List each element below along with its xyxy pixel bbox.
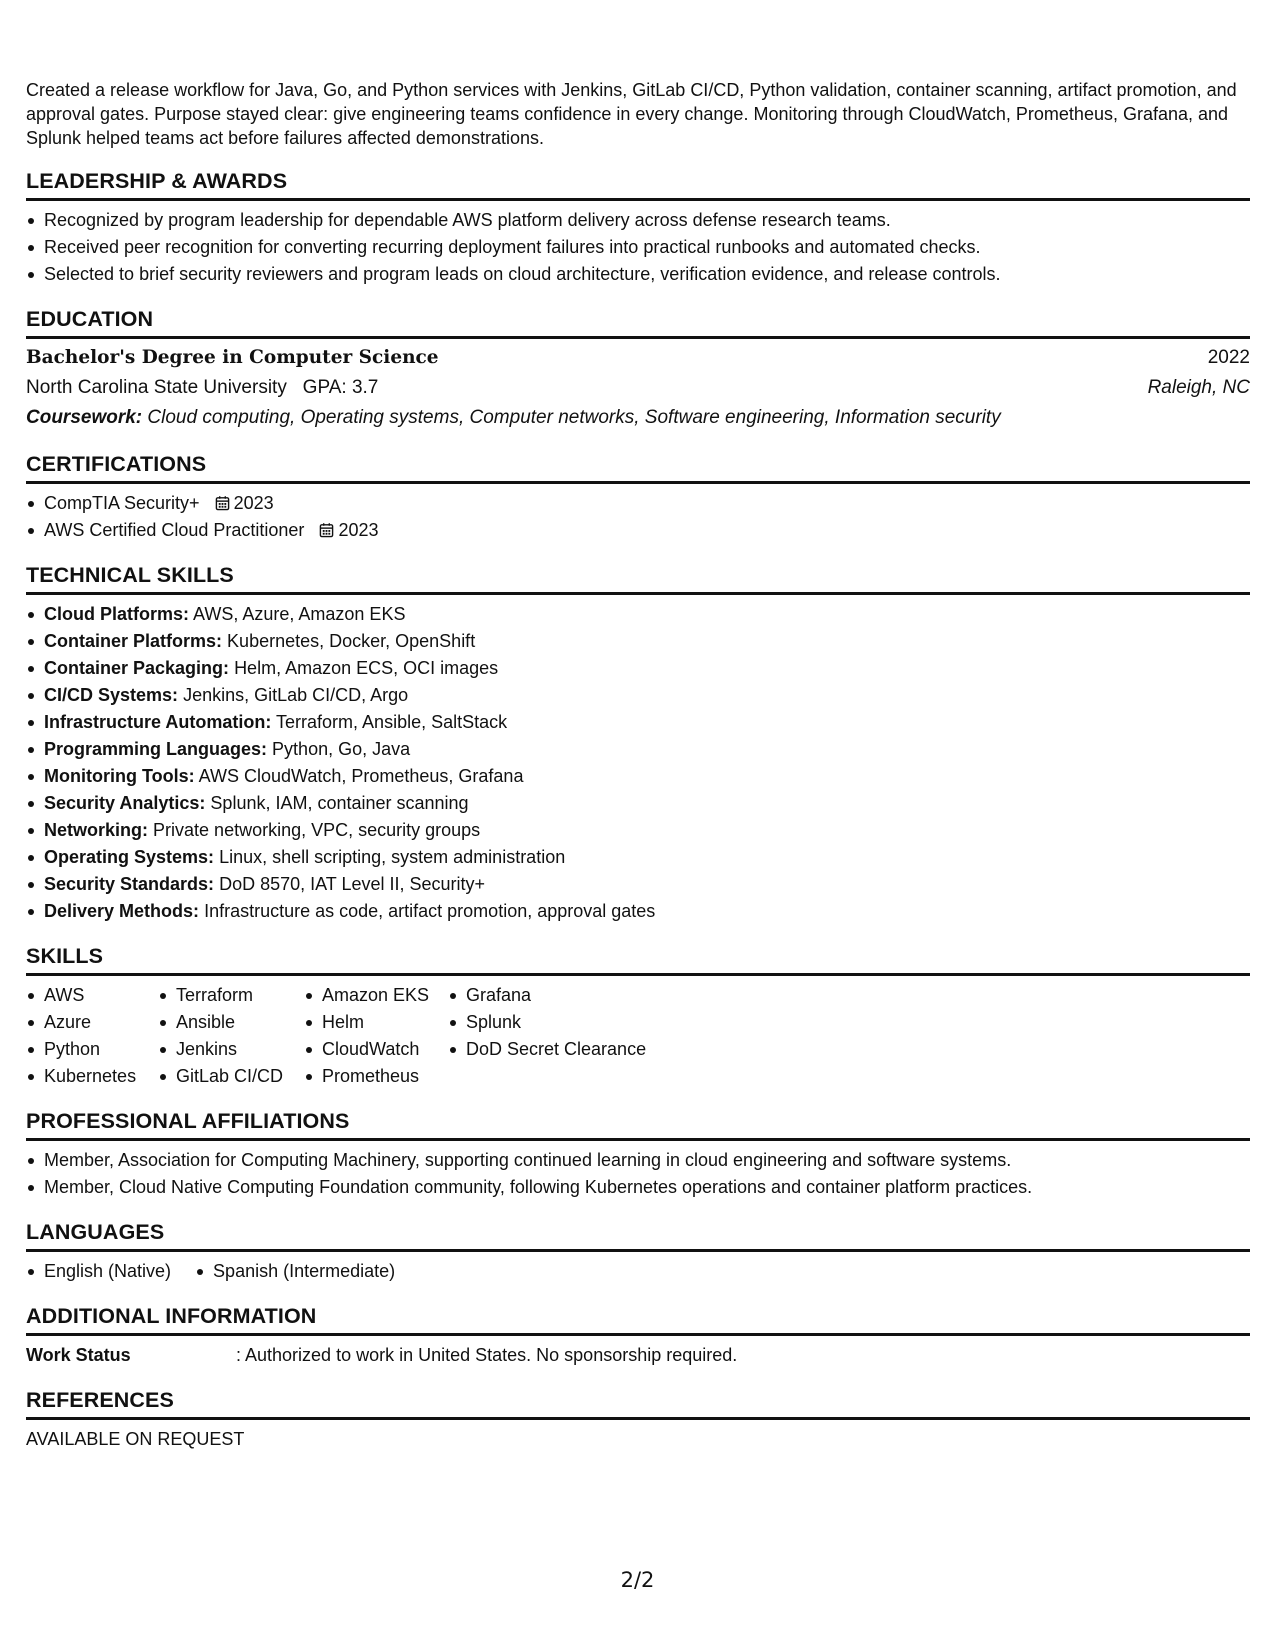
technical-skills-list	[26, 601, 1250, 925]
section-title-education: EDUCATION	[26, 306, 1250, 339]
list-item	[44, 655, 1250, 682]
skill-value: Helm, Amazon ECS, OCI images	[234, 658, 499, 678]
work-status-value: : Authorized to work in United States. No sponsorship required.	[236, 1345, 738, 1365]
affiliations-section	[26, 1108, 1250, 1201]
skill-value: DoD 8570, IAT Level II, Security+	[219, 874, 486, 894]
page-number: 2/2	[620, 1568, 655, 1592]
cert-name: AWS Certified Cloud Practitioner	[44, 520, 305, 540]
list-item	[44, 763, 1250, 790]
cert-year: 2023	[338, 520, 379, 540]
education-school: North Carolina State University	[26, 377, 287, 398]
skills-column	[448, 982, 686, 1090]
work-status-row	[26, 1342, 1250, 1369]
skill-label: Programming Languages:	[44, 739, 268, 759]
list-item: AWS	[44, 982, 158, 1009]
resume-page	[26, 78, 1250, 1453]
list-item: Python	[44, 1036, 158, 1063]
leadership-list	[26, 207, 1250, 288]
list-item	[44, 790, 1250, 817]
section-title-additional-info: ADDITIONAL INFORMATION	[26, 1303, 1250, 1336]
list-item: Terraform	[176, 982, 304, 1009]
section-title-certifications: CERTIFICATIONS	[26, 451, 1250, 484]
list-item: Kubernetes	[44, 1063, 158, 1090]
coursework-value: Cloud computing, Operating systems, Computer networks, Software engineering, Information security	[147, 407, 1001, 428]
list-item: CloudWatch	[322, 1036, 448, 1063]
languages-section	[26, 1219, 1250, 1285]
education-section	[26, 306, 1250, 433]
list-item: Azure	[44, 1009, 158, 1036]
affiliations-list	[26, 1147, 1250, 1201]
certifications-list	[26, 490, 1250, 544]
intro-paragraph: Created a release workflow for Java, Go, and Python services with Jenkins, GitLab CI/CD, Python validation, container scanning, artifact promotion, and approval gates. Purpose stayed clear: give engineering teams confidence in every change. Monitoring through CloudWatch, Prometheus, Grafana, and Splunk helped teams act before failures affected demonstrations.	[26, 80, 1237, 148]
skill-value: AWS, Azure, Amazon EKS	[193, 604, 406, 624]
list-item: Amazon EKS	[322, 982, 448, 1009]
skill-value: Private networking, VPC, security groups	[153, 820, 481, 840]
list-item	[44, 682, 1250, 709]
skill-label: Security Standards:	[44, 874, 215, 894]
list-item: Selected to brief security reviewers and program leads on cloud architecture, verification evidence, and release controls.	[44, 261, 1250, 288]
skill-label: Networking:	[44, 820, 149, 840]
education-gpa: GPA: 3.7	[302, 377, 379, 398]
skill-label: Container Platforms:	[44, 631, 223, 651]
list-item	[44, 844, 1250, 871]
education-year: 2022	[1207, 347, 1250, 368]
additional-info-section	[26, 1303, 1250, 1369]
section-title-languages: LANGUAGES	[26, 1219, 1250, 1252]
list-item: Member, Cloud Native Computing Foundation community, following Kubernetes operations and container platform practices.	[44, 1174, 1250, 1201]
skill-value: Terraform, Ansible, SaltStack	[276, 712, 508, 732]
section-title-affiliations: PROFESSIONAL AFFILIATIONS	[26, 1108, 1250, 1141]
references-text: AVAILABLE ON REQUEST	[26, 1429, 245, 1449]
skill-value: Infrastructure as code, artifact promotion, approval gates	[204, 901, 656, 921]
skills-column	[26, 982, 158, 1090]
skill-value: Linux, shell scripting, system administration	[219, 847, 566, 867]
coursework-label: Coursework:	[26, 407, 143, 428]
languages-list	[26, 1258, 1250, 1285]
skills-column	[158, 982, 304, 1090]
education-degree: Bachelor's Degree in Computer Science	[26, 347, 439, 368]
calendar-icon	[215, 495, 230, 511]
list-item	[44, 817, 1250, 844]
list-item: Helm	[322, 1009, 448, 1036]
list-item	[44, 736, 1250, 763]
technical-skills-section	[26, 562, 1250, 925]
list-item	[44, 628, 1250, 655]
skill-label: Delivery Methods:	[44, 901, 200, 921]
section-title-references: REFERENCES	[26, 1387, 1250, 1420]
list-item: Splunk	[466, 1009, 686, 1036]
list-item: Ansible	[176, 1009, 304, 1036]
skill-value: Kubernetes, Docker, OpenShift	[227, 631, 476, 651]
section-title-technical-skills: TECHNICAL SKILLS	[26, 562, 1250, 595]
list-item: GitLab CI/CD	[176, 1063, 304, 1090]
skill-label: Cloud Platforms:	[44, 604, 190, 624]
skill-value: Python, Go, Java	[272, 739, 411, 759]
skill-value: AWS CloudWatch, Prometheus, Grafana	[198, 766, 524, 786]
leadership-section	[26, 168, 1250, 288]
list-item: Jenkins	[176, 1036, 304, 1063]
references-section	[26, 1387, 1250, 1453]
list-item: Received peer recognition for converting recurring deployment failures into practical runbooks and automated checks.	[44, 234, 1250, 261]
skills-column	[304, 982, 448, 1090]
list-item	[44, 601, 1250, 628]
education-location: Raleigh, NC	[1147, 377, 1250, 398]
list-item: Member, Association for Computing Machinery, supporting continued learning in cloud engineering and software systems.	[44, 1147, 1250, 1174]
list-item: Recognized by program leadership for dependable AWS platform delivery across defense research teams.	[44, 207, 1250, 234]
skill-value: Jenkins, GitLab CI/CD, Argo	[183, 685, 409, 705]
skill-label: Security Analytics:	[44, 793, 206, 813]
list-item	[44, 898, 1250, 925]
list-item	[44, 517, 1250, 544]
section-title-skills: SKILLS	[26, 943, 1250, 976]
calendar-icon	[319, 522, 334, 538]
section-title-leadership: LEADERSHIP & AWARDS	[26, 168, 1250, 201]
list-item: Spanish (Intermediate)	[213, 1258, 395, 1285]
list-item	[44, 490, 1250, 517]
skill-label: CI/CD Systems:	[44, 685, 179, 705]
list-item	[44, 871, 1250, 898]
skill-value: Splunk, IAM, container scanning	[210, 793, 469, 813]
cert-name: CompTIA Security+	[44, 493, 200, 513]
skill-label: Container Packaging:	[44, 658, 230, 678]
work-status-label: Work Status	[26, 1345, 131, 1365]
cert-year: 2023	[233, 493, 274, 513]
skills-section	[26, 943, 1250, 1090]
skill-label: Infrastructure Automation:	[44, 712, 272, 732]
list-item: Prometheus	[322, 1063, 448, 1090]
certifications-section	[26, 451, 1250, 544]
list-item: Grafana	[466, 982, 686, 1009]
list-item: English (Native)	[44, 1258, 171, 1285]
skill-label: Operating Systems:	[44, 847, 215, 867]
education-coursework	[26, 403, 1250, 433]
skill-label: Monitoring Tools:	[44, 766, 195, 786]
skills-columns	[26, 982, 1250, 1090]
list-item: DoD Secret Clearance	[466, 1036, 686, 1063]
list-item	[44, 709, 1250, 736]
